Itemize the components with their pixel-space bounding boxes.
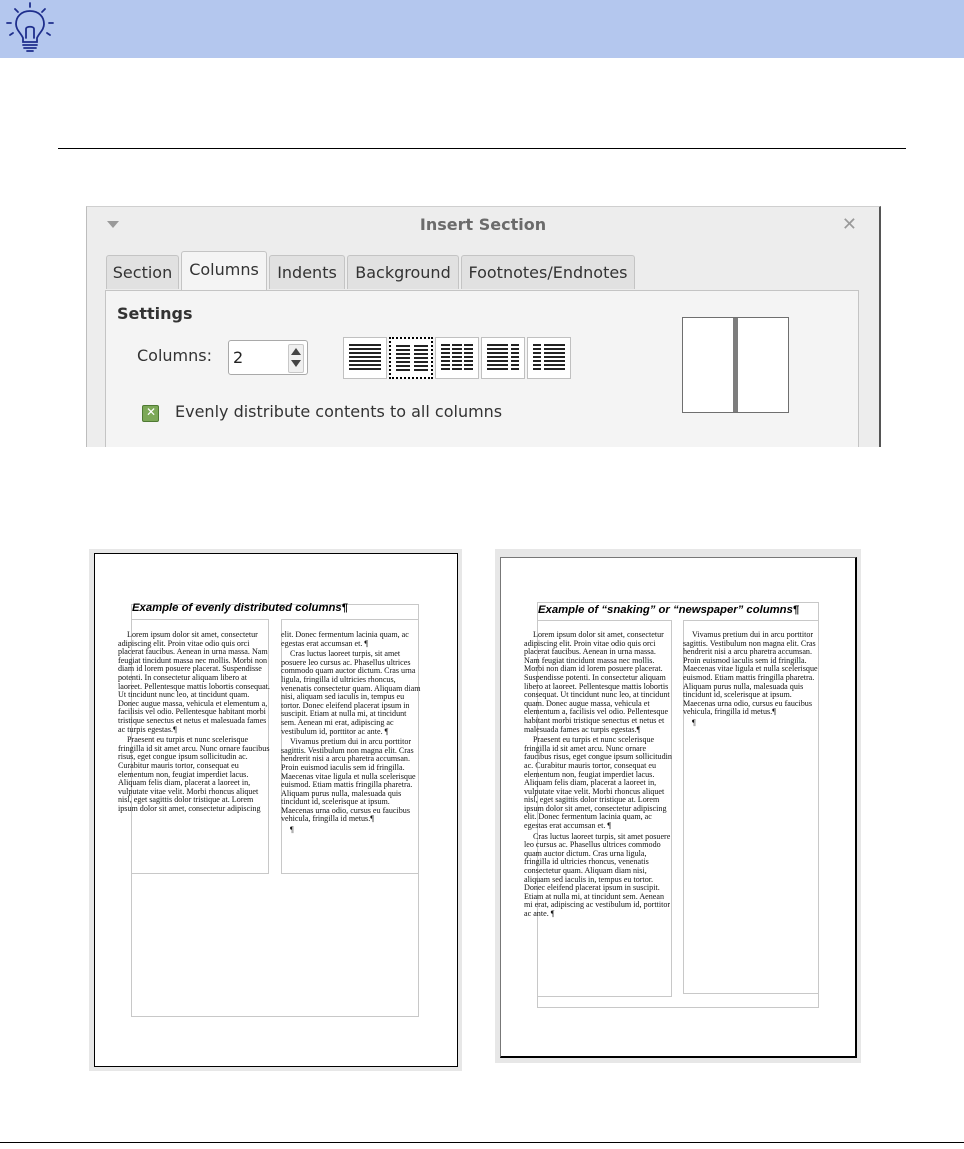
page-evenly-distributed: [94, 553, 458, 1067]
preset-two-columns[interactable]: [389, 337, 433, 379]
tab-section[interactable]: Section: [106, 255, 179, 289]
columns-stepper[interactable]: [228, 340, 308, 375]
page-title: Example of “snaking” or “newspaper” columns¶: [538, 604, 800, 616]
columns-panel: [105, 290, 859, 447]
tab-indents[interactable]: Indents: [269, 255, 345, 289]
paragraph: Praesent eu turpis et nunc scelerisque fringilla id sit amet arcu. Nunc ornare faucibus risus, eget congue ipsum sollicitudin ac. Curabitur mauris tortor, consequat eu elementum non, feugiat imperdiet lacus. Aliquam felis diam, placerat a laoreet in, vulputate vitae velit. Morbi rhoncus aliquet nisl, eget sagittis dolor tristique at. Lorem ipsum dolor sit amet, consectetur adipiscing: [118, 735, 270, 813]
column-divider: [733, 318, 738, 412]
tab-columns[interactable]: Columns: [181, 251, 267, 290]
page-snaking-columns: [500, 557, 857, 1058]
column-2-text: [281, 631, 421, 837]
insert-section-dialog: [86, 206, 881, 447]
checkmark-icon: ✕: [146, 405, 157, 419]
paragraph: Cras luctus laoreet turpis, sit amet posuere leo cursus ac. Phasellus ultrices commodo quam auctor dictum. Cras urna ligula, fringilla id ultricies rhoncus, venenatis consectetur quam. Aliquam diam nisi, aliquam sed iaculis in, tempus eu tortor. Donec eleifend placerat ipsum in suscipit. Etiam at nulla mi, at tincidunt sem. Aenean mi erat, adipiscing ac vestibulum id, porttitor ac ante. ¶: [524, 831, 671, 918]
paragraph: ¶: [692, 717, 696, 727]
paragraph: Vivamus pretium dui in arcu porttitor sagittis. Vestibulum non magna elit. Cras hendrerit nisi a arcu pharetra accumsan. Proin euismod iaculis sem id fringilla. Maecenas vitae ligula et nulla scelerisque euismod. Etiam mattis fringilla pharetra. Aliquam purus nulla, malesuada quis tincidunt id, scelerisque at ipsum. Maecenas urna odio, cursus eu faucibus vehicula, fringilla id metus.¶: [683, 630, 818, 717]
evenly-distribute-label[interactable]: Evenly distribute contents to all columns: [175, 402, 503, 421]
paragraph: Lorem ipsum dolor sit amet, consectetur adipiscing elit. Proin vitae odio quis orci placerat faucibus. Aenean in urna massa. Nam feugiat tincidunt massa nec mollis. Morbi non diam id lorem posuere placerat. Suspendisse potenti. In consectetur aliquam libero at laoreet. Pellentesque mattis lobortis consequat. Ut tincidunt nunc leo, at tincidunt quam. Donec augue massa, vehicula et elementum a, facilisis vel odio. Pellentesque habitant morbi tristique senectus et netus et malesuada fames ac turpis egestas.¶: [524, 630, 670, 734]
paragraph: Vivamus pretium dui in arcu porttitor sagittis. Vestibulum non magna elit. Cras hendrerit nisi a arcu pharetra accumsan. Proin euismod iaculis sem id fringilla. Maecenas vitae ligula et nulla scelerisque euismod. Etiam mattis fringilla pharetra. Aliquam purus nulla, malesuada quis tincidunt id, scelerisque at ipsum. Maecenas urna odio, cursus eu faucibus vehicula, fringilla id metus.¶: [281, 737, 416, 824]
paragraph: elit. Donec fermentum lacinia quam, ac egestas erat accumsan et. ¶: [281, 630, 409, 648]
preset-one-column[interactable]: [343, 337, 387, 379]
preset-three-columns[interactable]: [435, 337, 479, 379]
paragraph: Lorem ipsum dolor sit amet, consectetur adipiscing elit. Proin vitae odio quis orci placerat faucibus. Aenean in urna massa. Nam feugiat tincidunt massa nec mollis. Morbi non diam id lorem posuere placerat. Suspendisse potenti. In consectetur aliquam libero at laoreet. Pellentesque mattis lobortis consequat. Ut tincidunt nunc leo, at tincidunt quam. Donec augue massa, vehicula et elementum a, facilisis vel odio. Pellentesque habitant morbi tristique senectus et netus et malesuada fames ac turpis egestas.¶: [118, 630, 270, 734]
evenly-distribute-checkbox[interactable]: [142, 405, 159, 422]
lightbulb-icon: [2, 2, 58, 54]
paragraph: ¶: [290, 825, 294, 835]
close-icon[interactable]: ✕: [841, 214, 857, 235]
column-2-text: [683, 631, 823, 730]
column-preview: [682, 317, 789, 413]
paragraph: Cras luctus laoreet turpis, sit amet posuere leo cursus ac. Phasellus ultrices commodo quam auctor dictum. Cras urna ligula, fringilla id ultricies rhoncus, venenatis consectetur quam. Aliquam diam nisi, aliquam sed iaculis in, tempus eu tortor. Donec eleifend placerat ipsum in suscipit. Etiam at nulla mi, at tincidunt sem. Aenean mi erat, adipiscing ac vestibulum id, porttitor ac ante. ¶: [281, 649, 421, 736]
increment-icon[interactable]: [291, 348, 301, 355]
dialog-title: Insert Section: [419, 215, 547, 234]
tab-background[interactable]: Background: [347, 255, 459, 289]
columns-label: Columns:: [137, 346, 212, 365]
column-1-text: [524, 631, 672, 921]
tip-banner: [0, 0, 964, 58]
preset-left-wide[interactable]: [481, 337, 525, 379]
decrement-icon[interactable]: [291, 360, 301, 367]
page-title: Example of evenly distributed columns¶: [132, 602, 348, 614]
columns-value[interactable]: 2: [233, 348, 244, 367]
tab-footnotes-endnotes[interactable]: Footnotes/Endnotes: [461, 255, 635, 289]
column-1-text: [118, 631, 270, 815]
stepper-arrows[interactable]: [288, 344, 304, 373]
footer-rule: [0, 1142, 964, 1143]
horizontal-rule: [58, 148, 906, 149]
preset-right-wide[interactable]: [527, 337, 571, 379]
settings-heading: Settings: [117, 304, 193, 323]
paragraph: Praesent eu turpis et nunc scelerisque fringilla id sit amet arcu. Nunc ornare faucibus risus, eget congue ipsum sollicitudin ac. Curabitur mauris tortor, consequat eu elementum non, feugiat imperdiet lacus. Aliquam felis diam, placerat a laoreet in, vulputate vitae velit. Morbi rhoncus aliquet nisl, eget sagittis dolor tristique at. Lorem ipsum dolor sit amet, consectetur adipiscing elit. Donec fermentum lacinia quam, ac egestas erat accumsan et. ¶: [524, 735, 672, 831]
dialog-titlebar[interactable]: [87, 207, 879, 247]
